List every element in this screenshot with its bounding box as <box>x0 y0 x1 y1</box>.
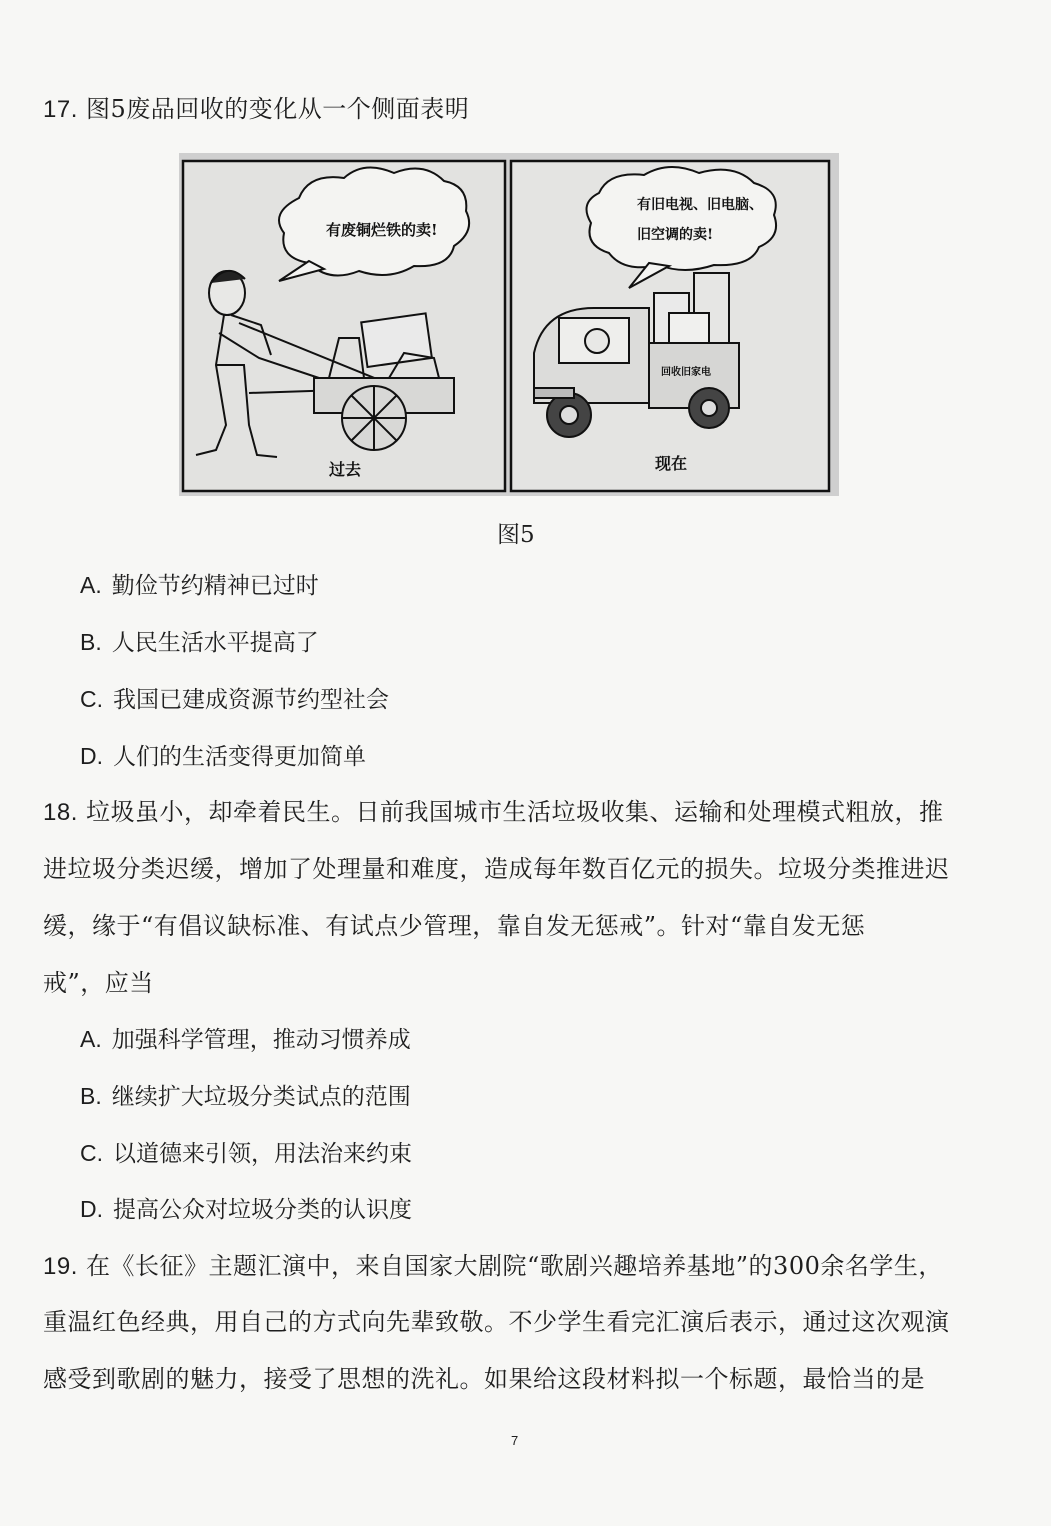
left-panel-label: 过去 <box>329 460 362 479</box>
option-letter: A. <box>80 1026 102 1052</box>
option-text: 人们的生活变得更加简单 <box>113 744 366 770</box>
left-speech-text: 有废铜烂铁的卖! <box>326 221 438 239</box>
right-speech-line-1: 有旧电视、旧电脑、 <box>637 197 763 213</box>
option-text: 提高公众对垃圾分类的认识度 <box>113 1197 412 1223</box>
option-text: 加强科学管理，推动习惯养成 <box>111 1027 411 1053</box>
option-letter: C. <box>80 1140 103 1166</box>
option-17-d[interactable] <box>80 741 366 772</box>
option-letter: D. <box>80 1196 103 1222</box>
option-text: 人民生活水平提高了 <box>111 630 319 656</box>
question-18-line-2: 进垃圾分类迟缓，增加了处理量和难度，造成每年数百亿元的损失。垃圾分类推进迟 <box>43 855 950 883</box>
option-17-c[interactable] <box>80 684 389 715</box>
option-18-d[interactable] <box>80 1194 412 1225</box>
option-text: 以道德来引领，用法治来约束 <box>113 1141 412 1167</box>
question-18-line-4: 戒”，应当 <box>43 969 154 997</box>
question-18-text: 垃圾虽小，却牵着民生。日前我国城市生活垃圾收集、运输和处理模式粗放，推 <box>86 798 944 826</box>
right-speech-line-2: 旧空调的卖! <box>637 227 714 243</box>
question-18-line-1 <box>43 797 944 828</box>
right-panel-label: 现在 <box>655 454 688 473</box>
option-letter: D. <box>80 743 103 769</box>
option-text: 我国已建成资源节约型社会 <box>113 687 389 713</box>
option-17-a[interactable] <box>80 570 319 601</box>
page-number: 7 <box>511 1433 519 1448</box>
option-17-b[interactable] <box>80 627 319 658</box>
option-letter: C. <box>80 686 103 712</box>
question-19-text: 在《长征》主题汇演中，来自国家大剧院“歌剧兴趣培养基地”的300余名学生， <box>86 1252 943 1280</box>
figure-caption: 图5 <box>497 522 535 548</box>
question-18-line-3: 缓，缘于“有倡议缺标准、有试点少管理，靠自发无惩戒”。针对“靠自发无惩 <box>43 912 866 940</box>
option-letter: A. <box>80 572 102 598</box>
option-18-b[interactable] <box>80 1081 411 1112</box>
question-18-number: 18. <box>43 799 78 826</box>
truck-sign-text: 回收旧家电 <box>661 367 711 378</box>
question-17-number: 17. <box>43 96 78 123</box>
question-19-line-2: 重温红色经典，用自己的方式向先辈致敬。不少学生看完汇演后表示，通过这次观演 <box>43 1308 950 1336</box>
option-text: 勤俭节约精神已过时 <box>111 573 319 599</box>
figure-5-cartoon <box>179 153 839 496</box>
option-letter: B. <box>80 1083 102 1109</box>
question-17-line-1 <box>43 94 469 125</box>
option-letter: B. <box>80 629 102 655</box>
option-18-c[interactable] <box>80 1138 412 1169</box>
option-text: 继续扩大垃圾分类试点的范围 <box>111 1084 411 1110</box>
question-19-number: 19. <box>43 1253 78 1280</box>
question-19-line-1 <box>43 1251 943 1282</box>
option-18-a[interactable] <box>80 1024 411 1055</box>
question-19-line-3: 感受到歌剧的魅力，接受了思想的洗礼。如果给这段材料拟一个标题，最恰当的是 <box>43 1365 925 1393</box>
question-17-text: 图5废品回收的变化从一个侧面表明 <box>86 95 470 123</box>
